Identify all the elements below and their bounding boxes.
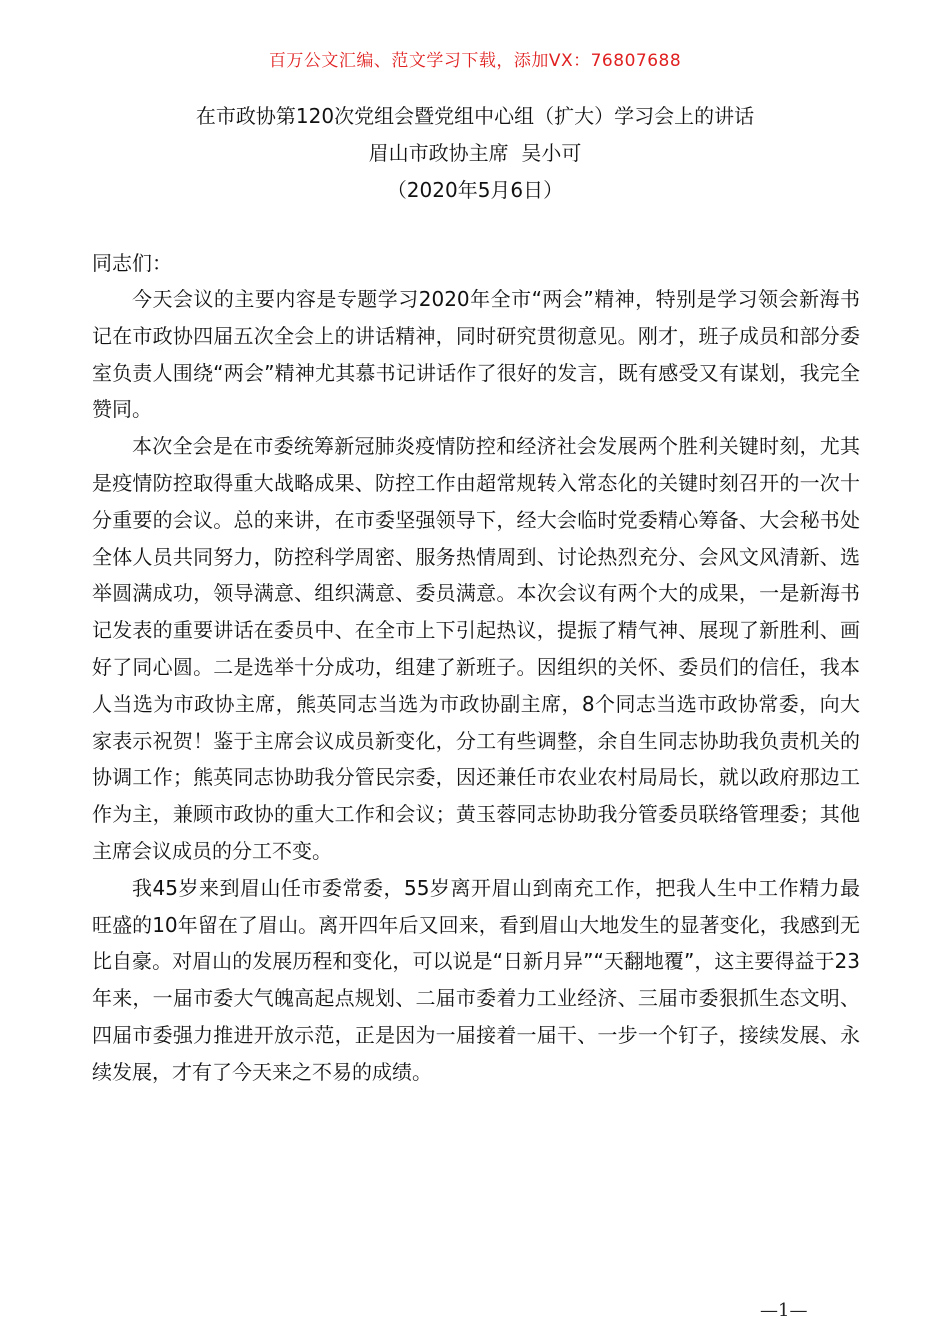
paragraph: 今天会议的主要内容是专题学习2020年全市“两会”精神，特别是学习领会新海书记在市政协四届五次全会上的讲话精神，同时研究贯彻意见。刚才，班子成员和部分委室负责人围绕“两会”精神尤其慕书记讲话作了很好的发言，既有感受又有谋划，我完全赞同。 <box>92 287 860 422</box>
paragraph: 我45岁来到眉山任市委常委，55岁离开眉山到南充工作，把我人生中工作精力最旺盛的10年留在了眉山。离开四年后又回来，看到眉山大地发生的显著变化，我感到无比自豪。对眉山的发展历程和变化，可以说是“日新月异”“天翻地覆”，这主要得益于23年来，一届市委大气魄高起点规划、二届市委着力工业经济、三届市委狠抓生态文明、四届市委强力推进开放示范，正是因为一届接着一届干、一步一个钉子，接续发展、永续发展，才有了今天来之不易的成绩。 <box>92 875 860 1084</box>
title-block <box>0 98 950 209</box>
salutation: 同志们： <box>92 251 172 275</box>
speech-date: （2020年5月6日） <box>386 178 564 202</box>
page-number: —1— <box>760 1300 808 1321</box>
paragraph: 本次全会是在市委统筹新冠肺炎疫情防控和经济社会发展两个胜利关键时刻，尤其是疫情防控取得重大战略成果、防控工作由超常规转入常态化的关键时刻召开的一次十分重要的会议。总的来讲，在市委坚强领导下，经大会临时党委精心筹备、大会秘书处全体人员共同努力，防控科学周密、服务热情周到、讨论热烈充分、会风文风清新、选举圆满成功，领导满意、组织满意、委员满意。本次会议有两个大的成果，一是新海书记发表的重要讲话在委员中、在全市上下引起热议，提振了精气神、展现了新胜利、画好了同心圆。二是选举十分成功，组建了新班子。因组织的关怀、委员们的信任，我本人当选为市政协主席，熊英同志当选为市政协副主席，8个同志当选市政协常委，向大家表示祝贺！鉴于主席会议成员新变化，分工有些调整，余自生同志协助我负责机关的协调工作；熊英同志协助我分管民宗委，因还兼任市农业农村局局长，就以政府那边工作为主，兼顾市政协的重大工作和会议；黄玉蓉同志协助我分管委员联络管理委；其他主席会议成员的分工不变。 <box>92 434 860 863</box>
watermark-header: 百万公文汇编、范文学习下载，添加VX：76807688 <box>268 51 682 71</box>
body-text <box>92 281 860 1091</box>
speech-title: 在市政协第120次党组会暨党组中心组（扩大）学习会上的讲话 <box>195 104 755 128</box>
speaker-line: 眉山市政协主席 吴小可 <box>368 141 582 165</box>
